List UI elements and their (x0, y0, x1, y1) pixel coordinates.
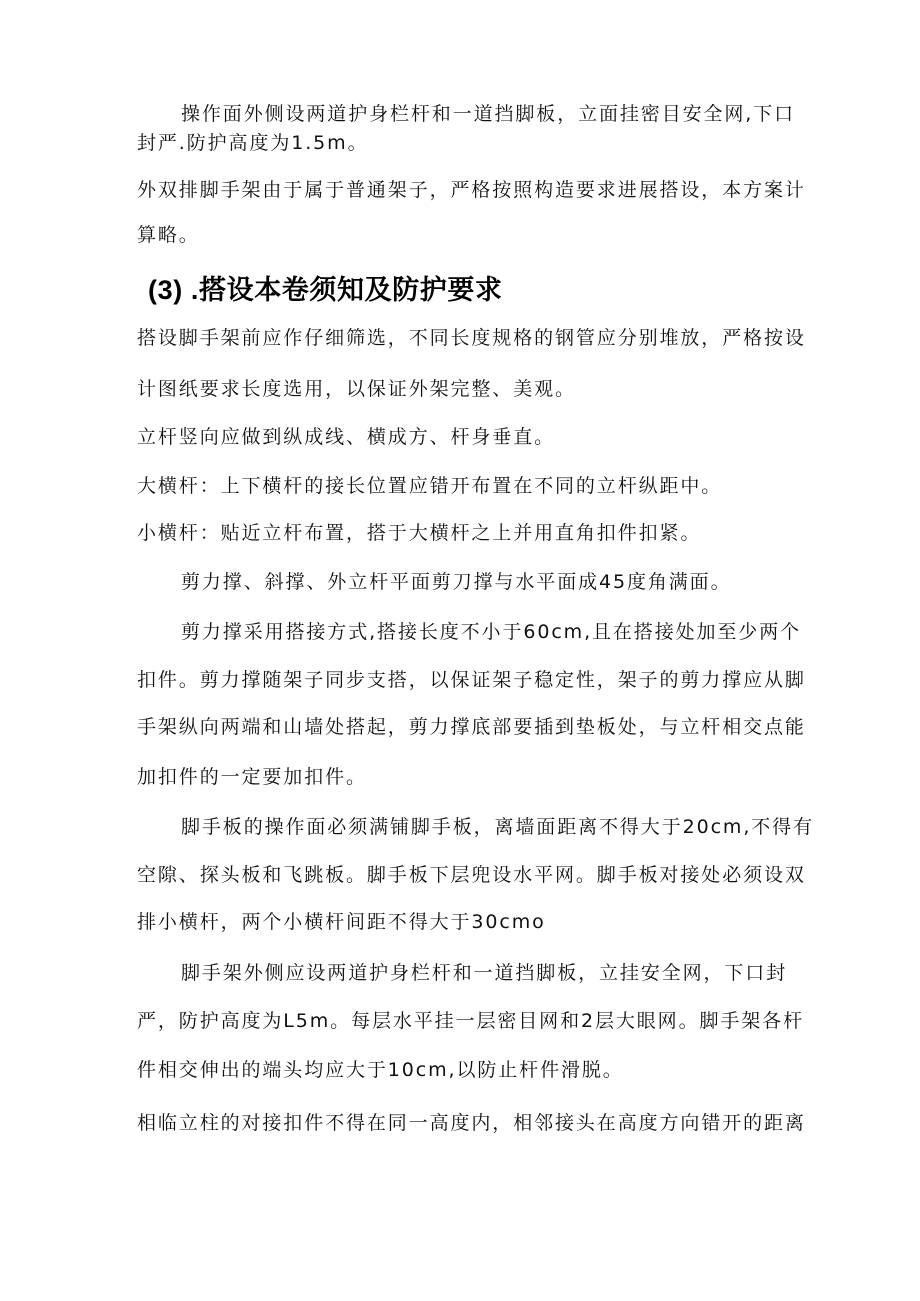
paragraph-7: 剪力撑、斜撑、外立杆平面剪刀撑与水平面成45度角满面。 (181, 571, 732, 593)
paragraph-8-line-4: 加扣件的一定要加扣件。 (137, 766, 367, 788)
paragraph-9-line-3: 排小横杆，两个小横杆间距不得大于30cmo (137, 911, 546, 933)
paragraph-10-line-3: 件相交伸出的端头均应大于10cm,以防止杆件滑脱。 (137, 1059, 624, 1081)
paragraph-1-line-2: 封严.防护高度为1.5m。 (137, 132, 369, 154)
paragraph-3-line-2: 计图纸要求长度选用，以保证外架完整、美观。 (137, 378, 576, 400)
paragraph-6: 小横杆：贴近立杆布置，搭于大横杆之上并用直角扣件扣紧。 (137, 522, 702, 544)
paragraph-3-line-1: 搭设脚手架前应作仔细筛选，不同长度规格的钢管应分别堆放，严格按设 (137, 327, 806, 349)
paragraph-8-line-3: 手架纵向两端和山墙处搭起，剪力撑底部要插到垫板处，与立杆相交点能 (137, 716, 806, 738)
paragraph-9-line-1: 脚手板的操作面必须满铺脚手板，离墙面距离不得大于20cm,不得有 (181, 816, 814, 838)
paragraph-10-line-1: 脚手架外侧应设两道护身栏杆和一道挡脚板，立挂安全网，下口封 (181, 962, 788, 984)
paragraph-9-line-2: 空隙、探头板和飞跳板。脚手板下层兜设水平网。脚手板对接处必须设双 (137, 864, 806, 886)
paragraph-11: 相临立柱的对接扣件不得在同一高度内，相邻接头在高度方向错开的距离 (137, 1112, 806, 1134)
paragraph-5: 大横杆：上下横杆的接长位置应错开布置在不同的立杆纵距中。 (137, 475, 723, 497)
paragraph-1-line-1: 操作面外侧设两道护身栏杆和一道挡脚板，立面挂密目安全网,下口 (181, 103, 796, 125)
paragraph-10-line-2: 严，防护高度为L5m。每层水平挂一层密目网和2层大眼网。脚手架各杆 (137, 1010, 804, 1032)
paragraph-2-line-2: 算略。 (137, 224, 200, 246)
paragraph-8-line-1: 剪力撑采用搭接方式,搭接长度不小于60cm,且在搭接处加至少两个 (181, 621, 802, 643)
paragraph-2-line-1: 外双排脚手架由于属于普通架子，严格按照构造要求进展搭设，本方案计 (137, 179, 806, 201)
section-heading: (3) .搭设本卷须知及防护要求 (148, 275, 503, 305)
paragraph-4: 立杆竖向应做到纵成线、横成方、杆身垂直。 (137, 426, 556, 448)
paragraph-8-line-2: 扣件。剪力撑随架子同步支搭，以保证架子稳定性，架子的剪力撑应从脚 (137, 669, 806, 691)
